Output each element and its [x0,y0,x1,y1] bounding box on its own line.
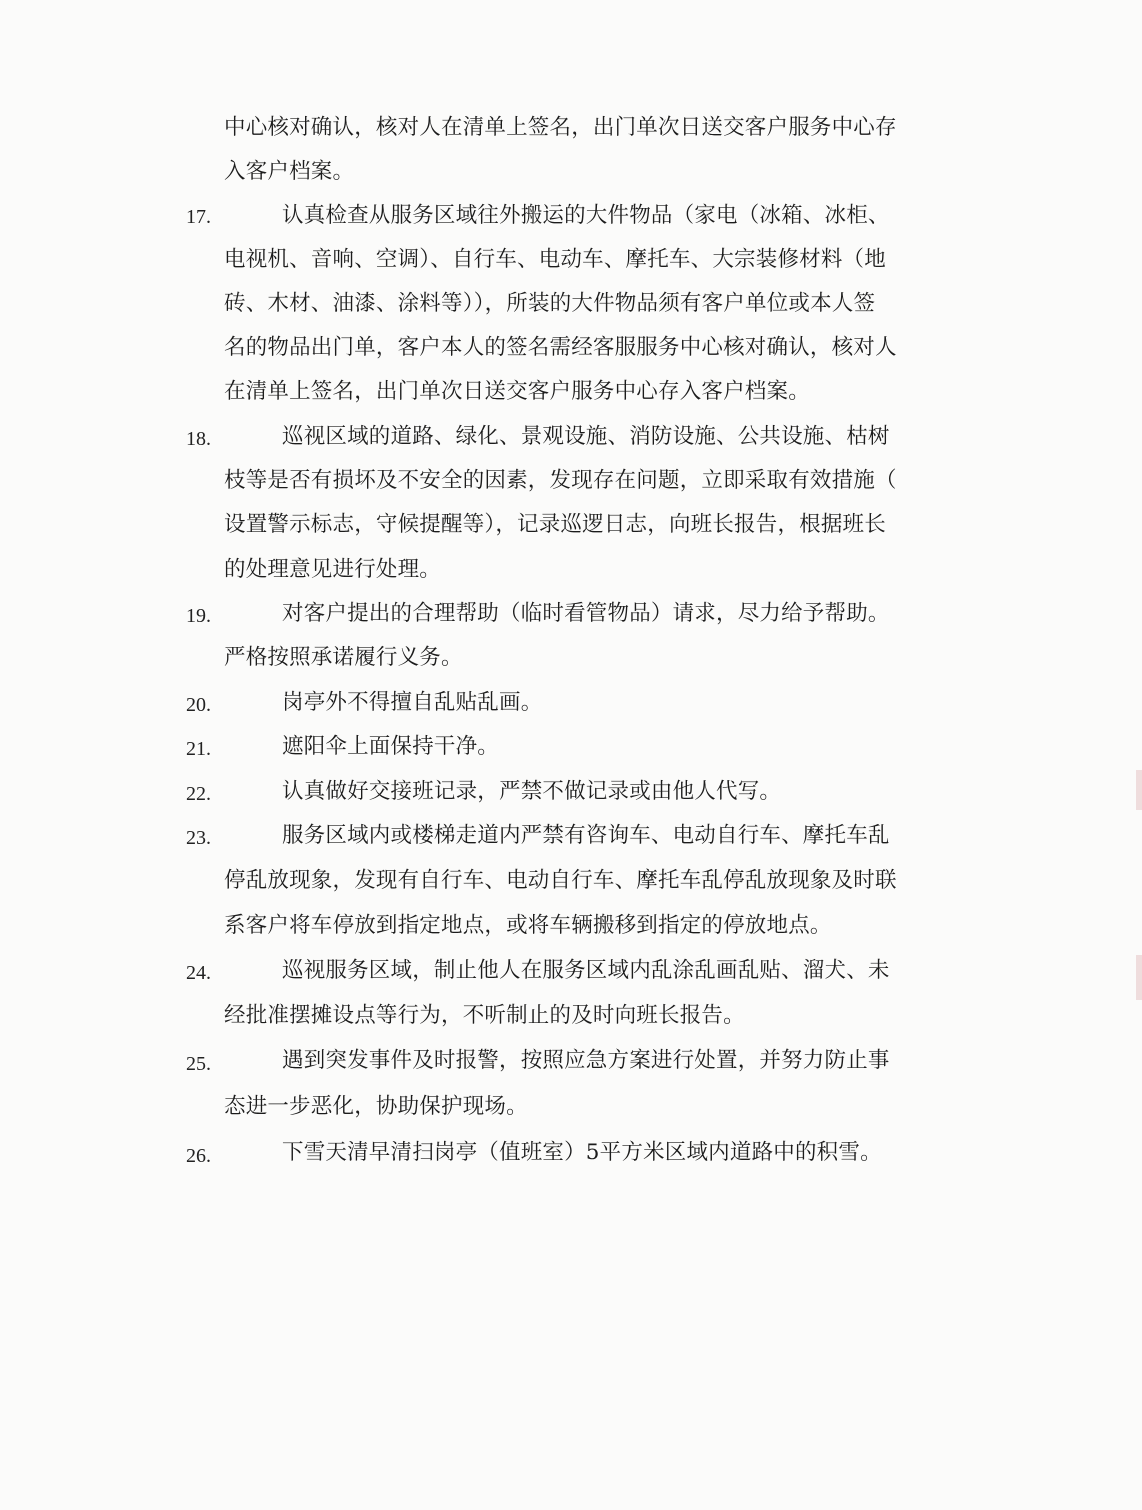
item-number: 25. [186,1053,211,1075]
item-number: 18. [186,428,211,450]
item-line: 的处理意见进行处理。 [224,557,442,582]
continuation-line: 中心核对确认，核对人在清单上签名，出门单次日送交客户服务中心存 [224,115,897,140]
item-line: 岗亭外不得擅自乱贴乱画。 [282,690,543,715]
item-line: 经批准摆摊设点等行为，不听制止的及时向班长报告。 [224,1003,745,1028]
continuation-line: 入客户档案。 [224,159,355,184]
item-line: 系客户将车停放到指定地点，或将车辆搬移到指定的停放地点。 [224,913,832,938]
item-line: 电视机、音响、空调）、自行车、电动车、摩托车、大宗装修材料（地 [224,247,886,272]
item-number: 17. [186,206,211,228]
item-number: 20. [186,694,211,716]
scan-edge-mark [1136,955,1142,1000]
item-line: 砖、木材、油漆、涂料等）），所装的大件物品须有客户单位或本人签 [224,291,876,316]
item-line: 态进一步恶化，协助保护现场。 [224,1094,528,1119]
item-line: 遇到突发事件及时报警，按照应急方案进行处置，并努力防止事 [282,1048,890,1073]
scan-edge-mark [1136,770,1142,810]
item-number: 22. [186,783,211,805]
item-number: 26. [186,1145,211,1167]
item-line: 巡视区域的道路、绿化、景观设施、消防设施、公共设施、枯树 [282,424,890,449]
item-line: 对客户提出的合理帮助（临时看管物品）请求，尽力给予帮助。 [282,601,890,626]
item-line: 认真检查从服务区域往外搬运的大件物品（家电（冰箱、冰柜、 [282,203,890,228]
item-line: 设置警示标志，守候提醒等），记录巡逻日志，向班长报告，根据班长 [224,512,886,537]
item-line: 在清单上签名，出门单次日送交客户服务中心存入客户档案。 [224,379,810,404]
item-number: 21. [186,738,211,760]
item-number: 23. [186,827,211,849]
item-line: 认真做好交接班记录，严禁不做记录或由他人代写。 [282,779,782,804]
item-line: 停乱放现象，发现有自行车、电动自行车、摩托车乱停乱放现象及时联 [224,868,897,893]
item-line: 巡视服务区域，制止他人在服务区域内乱涂乱画乱贴、溜犬、未 [282,958,890,983]
item-line: 下雪天清早清扫岗亭（值班室）5平方米区域内道路中的积雪。 [282,1140,882,1165]
item-line: 严格按照承诺履行义务。 [224,645,463,670]
item-number: 19. [186,605,211,627]
item-number: 24. [186,962,211,984]
item-line: 遮阳伞上面保持干净。 [282,734,500,759]
item-line: 服务区域内或楼梯走道内严禁有咨询车、电动自行车、摩托车乱 [282,823,890,848]
item-line: 枝等是否有损坏及不安全的因素，发现存在问题，立即采取有效措施（ [224,468,897,493]
item-line: 名的物品出门单，客户本人的签名需经客服服务中心核对确认，核对人 [224,335,897,360]
